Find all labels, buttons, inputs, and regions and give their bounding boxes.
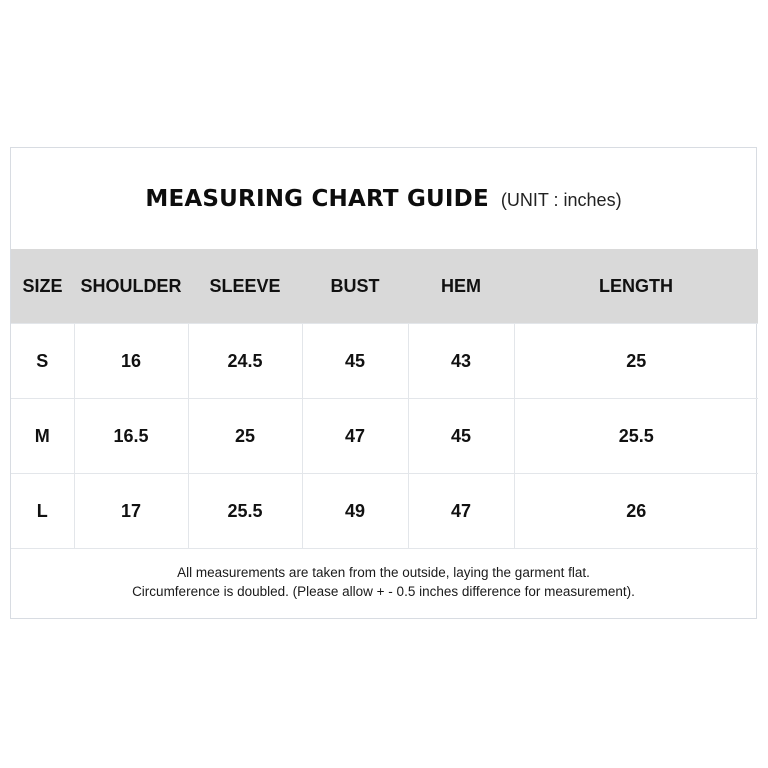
cell-hem: 47 (408, 474, 514, 549)
cell-sleeve: 24.5 (188, 324, 302, 399)
header-size: SIZE (11, 249, 74, 324)
cell-sleeve: 25 (188, 399, 302, 474)
table-header-row (11, 249, 758, 324)
chart-title: MEASURING CHART GUIDE (145, 185, 489, 212)
header-length: LENGTH (514, 249, 758, 324)
cell-size: S (11, 324, 74, 399)
measurement-notes (11, 545, 756, 619)
note-line: Circumference is doubled. (Please allow + - 0.5 inches difference for measurement). (132, 584, 635, 599)
cell-bust: 49 (302, 474, 408, 549)
note-line: All measurements are taken from the outside, laying the garment flat. (177, 565, 590, 580)
cell-shoulder: 16.5 (74, 399, 188, 474)
cell-length: 25 (514, 324, 758, 399)
cell-size: L (11, 474, 74, 549)
header-shoulder: SHOULDER (74, 249, 188, 324)
cell-length: 25.5 (514, 399, 758, 474)
chart-title-row (11, 148, 756, 250)
cell-hem: 43 (408, 324, 514, 399)
cell-shoulder: 17 (74, 474, 188, 549)
cell-size: M (11, 399, 74, 474)
header-hem: HEM (408, 249, 514, 324)
table-row (11, 399, 758, 474)
size-table (11, 249, 758, 549)
cell-shoulder: 16 (74, 324, 188, 399)
header-sleeve: SLEEVE (188, 249, 302, 324)
cell-length: 26 (514, 474, 758, 549)
measuring-chart-card (10, 147, 757, 619)
cell-bust: 45 (302, 324, 408, 399)
table-row (11, 324, 758, 399)
header-bust: BUST (302, 249, 408, 324)
cell-bust: 47 (302, 399, 408, 474)
cell-hem: 45 (408, 399, 514, 474)
unit-label: (UNIT : inches) (500, 190, 622, 210)
table-row (11, 474, 758, 549)
cell-sleeve: 25.5 (188, 474, 302, 549)
